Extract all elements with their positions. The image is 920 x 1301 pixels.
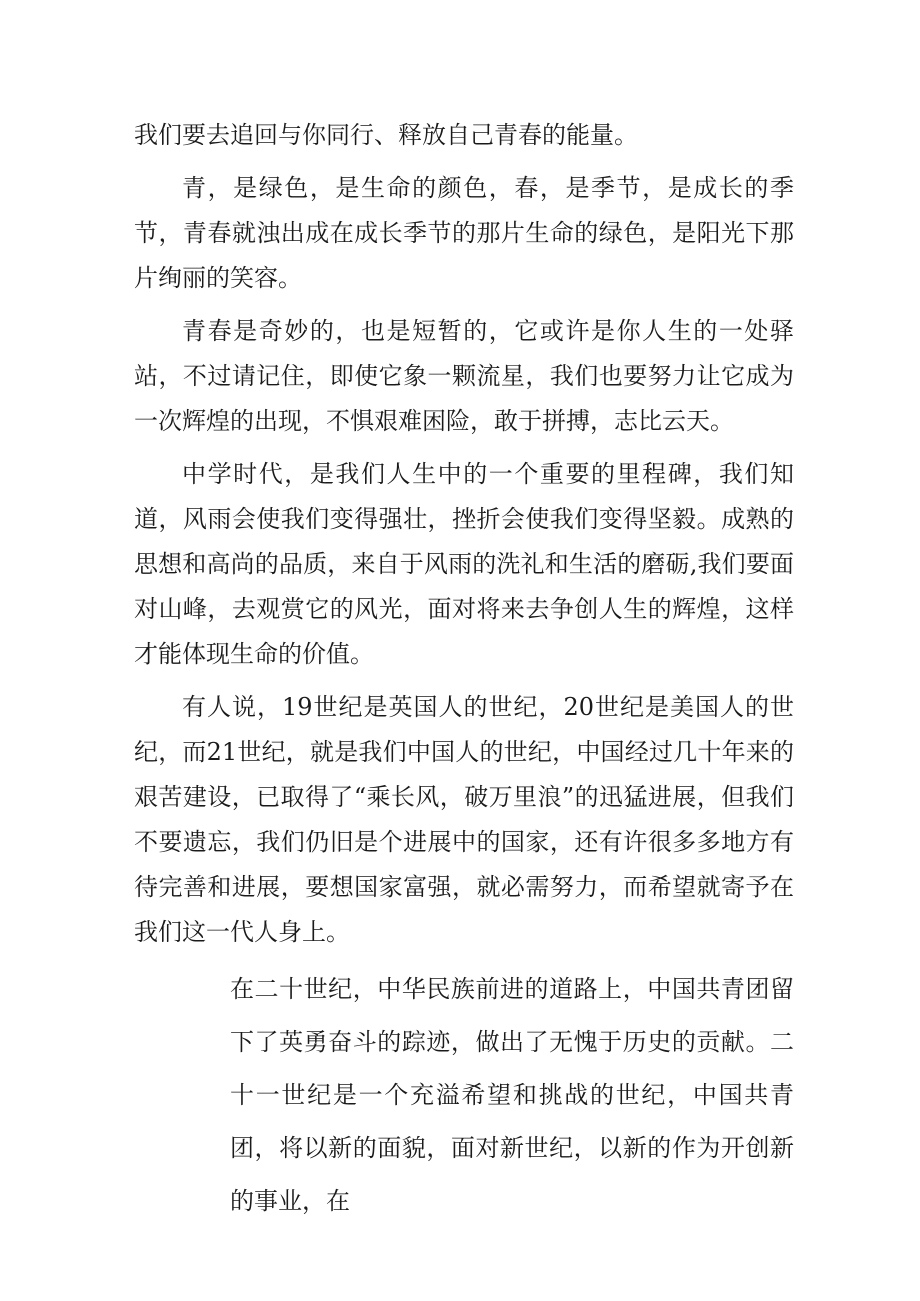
paragraph-5: 有人说，19世纪是英国人的世纪，20世纪是美国人的世纪，而21世纪，就是我们中国人的世纪，中国经过几十年来的艰苦建设，已取得了“乘长风，破万里浪”的迅猛进展，但我们不要遗忘，我们仍旧是个进展中的国家，还有许很多多地方有待完善和进展，要想国家富强，就必需努力，而希望就寄予在我们这一代人身上。	[134, 693, 794, 946]
document-body	[134, 113, 794, 1236]
paragraph-2: 青，是绿色，是生命的颜色，春，是季节，是成长的季节，青春就浊出成在成长季节的那片生命的绿色，是阳光下那片绚丽的笑容。	[134, 174, 794, 292]
paragraph-1: 我们要去追回与你同行、释放自己青春的能量。	[134, 121, 638, 149]
paragraph-4: 中学时代，是我们人生中的一个重要的里程碑，我们知道，风雨会使我们变得强壮，挫折会使我们变得坚毅。成熟的思想和高尚的品质，来自于风雨的洗礼和生活的磨砺,我们要面对山峰，去观赏它的风光，面对将来去争创人生的辉煌，这样才能体现生命的价值。	[134, 460, 794, 668]
paragraph-6: 在二十世纪，中华民族前进的道路上，中国共青团留下了英勇奋斗的踪迹，做出了无愧于历史的贡献。二十一世纪是一个充溢希望和挑战的世纪，中国共青团，将以新的面貌，面对新世纪，以新的作为开创新的事业，在	[230, 975, 794, 1215]
paragraph-3: 青春是奇妙的，也是短暂的，它或许是你人生的一处驿站，不过请记住，即使它象一颗流星，我们也要努力让它成为一次辉煌的出现，不惧艰难困险，敢于拼搏，志比云天。	[134, 317, 794, 435]
